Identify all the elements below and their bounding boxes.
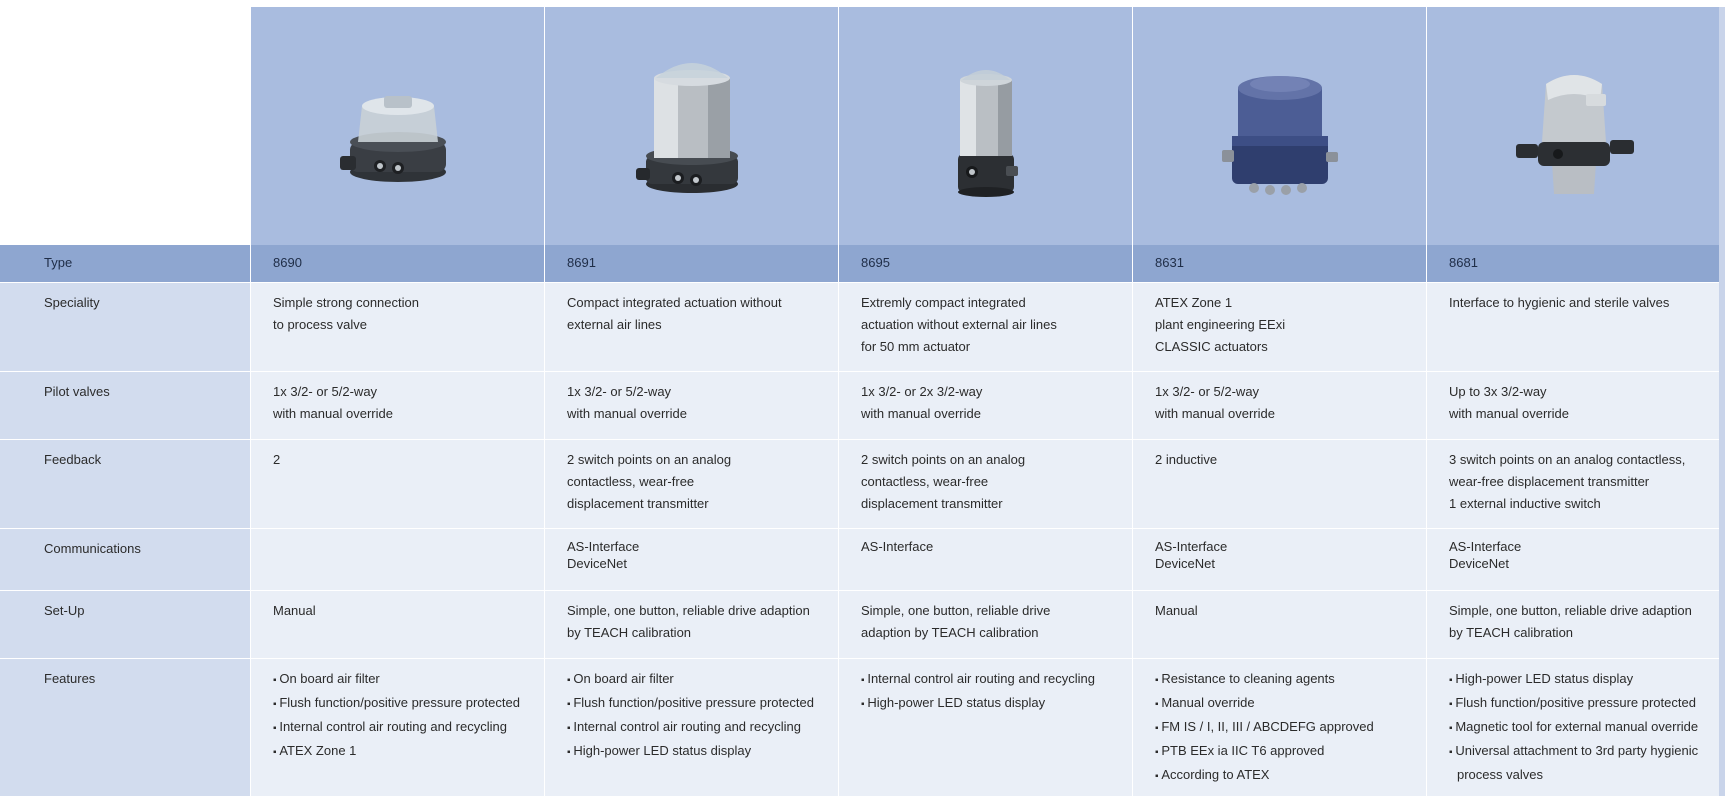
setup-cell xyxy=(1132,590,1426,658)
feature-item: ▪ Internal control air routing and recycling xyxy=(861,668,1122,692)
pilot-valves-cell xyxy=(1426,371,1721,439)
communications-line: DeviceNet xyxy=(1155,556,1215,571)
setup-cell xyxy=(838,590,1132,658)
feature-item: ▪ Flush function/positive pressure protected xyxy=(567,692,828,716)
pilot-valves-line: 1x 3/2- or 5/2-way xyxy=(1155,384,1260,399)
feedback-line: 3 switch points on an analog contactless, xyxy=(1449,452,1686,467)
setup-cell xyxy=(1426,590,1721,658)
feature-item: ▪ Internal control air routing and recycling xyxy=(567,716,828,740)
pilot-valves-cell xyxy=(250,371,544,439)
setup-line: adaption by TEACH calibration xyxy=(861,625,1039,640)
feedback-line: contactless, wear-free xyxy=(861,474,989,489)
pilot-valves-line: with manual override xyxy=(567,406,687,421)
speciality-line: Simple strong connection xyxy=(273,295,419,310)
feature-item: ▪ Manual override xyxy=(1155,692,1416,716)
pilot-valves-cell xyxy=(1132,371,1426,439)
image-row-label-blank xyxy=(0,7,250,245)
feature-item: ▪ FM IS / I, II, III / ABCDEFG approved xyxy=(1155,716,1416,740)
speciality-line: external air lines xyxy=(567,317,662,332)
speciality-cell xyxy=(544,282,838,371)
pilot-valves-line: 1x 3/2- or 5/2-way xyxy=(273,384,378,399)
pilot-valves-cell xyxy=(544,371,838,439)
feedback-cell xyxy=(1426,439,1721,528)
pilot-valves-line: 1x 3/2- or 5/2-way xyxy=(567,384,672,399)
right-edge-strip xyxy=(1719,7,1725,796)
setup-line: by TEACH calibration xyxy=(1449,625,1574,640)
feature-item: ▪ On board air filter xyxy=(567,668,828,692)
speciality-cell xyxy=(250,282,544,371)
setup-line: Simple, one button, reliable drive xyxy=(861,603,1051,618)
feature-item: ▪ PTB EEx ia IIC T6 approved xyxy=(1155,740,1416,764)
top-spacer-cell xyxy=(544,0,838,7)
speciality-line: to process valve xyxy=(273,317,367,332)
features-list xyxy=(861,668,1122,716)
product-type-number: 8690 xyxy=(250,245,544,282)
features-list xyxy=(1449,668,1711,786)
product-image-cell xyxy=(250,7,544,245)
feedback-line: displacement transmitter xyxy=(567,496,709,511)
speciality-line: Interface to hygienic and sterile valves xyxy=(1449,295,1670,310)
pilot-valves-line: with manual override xyxy=(861,406,981,421)
pilot-valves-line: Up to 3x 3/2-way xyxy=(1449,384,1547,399)
top-spacer-label xyxy=(0,0,250,7)
communications-line: AS-Interface xyxy=(567,539,640,554)
feature-item: ▪ On board air filter xyxy=(273,668,534,692)
features-list xyxy=(1155,668,1416,788)
communications-cell xyxy=(1132,528,1426,590)
feature-item: ▪ Flush function/positive pressure protected xyxy=(273,692,534,716)
communications-cell xyxy=(1426,528,1721,590)
cylindrical-steel-control-head-icon xyxy=(612,44,772,209)
product-type-number: 8681 xyxy=(1426,245,1721,282)
feedback-line: displacement transmitter xyxy=(861,496,1003,511)
speciality-line: ATEX Zone 1 xyxy=(1155,295,1233,310)
hygienic-control-head-icon xyxy=(1494,44,1654,209)
speciality-cell xyxy=(838,282,1132,371)
product-type-number: 8631 xyxy=(1132,245,1426,282)
top-spacer-cell xyxy=(250,0,544,7)
row-label-setup: Set-Up xyxy=(0,590,250,658)
feature-item: ▪ High-power LED status display xyxy=(1449,668,1711,692)
row-label-communications: Communications xyxy=(0,528,250,590)
speciality-line: for 50 mm actuator xyxy=(861,339,971,354)
top-spacer-cell xyxy=(1132,0,1426,7)
features-list xyxy=(273,668,534,764)
feedback-line: wear-free displacement transmitter xyxy=(1449,474,1650,489)
row-label-pilot-valves: Pilot valves xyxy=(0,371,250,439)
feature-item: ▪ Internal control air routing and recycling xyxy=(273,716,534,740)
speciality-line: plant engineering EExi xyxy=(1155,317,1286,332)
communications-cell xyxy=(838,528,1132,590)
speciality-line: actuation without external air lines xyxy=(861,317,1057,332)
setup-cell xyxy=(544,590,838,658)
feedback-line: 2 inductive xyxy=(1155,452,1218,467)
feedback-cell xyxy=(1132,439,1426,528)
feature-item: ▪ High-power LED status display xyxy=(861,692,1122,716)
features-cell xyxy=(250,658,544,796)
setup-line: by TEACH calibration xyxy=(567,625,692,640)
feature-item: ▪ Flush function/positive pressure protected xyxy=(1449,692,1711,716)
speciality-line: Extremly compact integrated xyxy=(861,295,1026,310)
slim-steel-control-head-icon xyxy=(906,44,1066,209)
row-label-speciality: Speciality xyxy=(0,282,250,371)
speciality-cell xyxy=(1426,282,1721,371)
communications-line: AS-Interface xyxy=(1155,539,1228,554)
top-spacer-cell xyxy=(838,0,1132,7)
feedback-line: 2 xyxy=(273,452,281,467)
pilot-valves-line: with manual override xyxy=(1155,406,1275,421)
setup-cell xyxy=(250,590,544,658)
feedback-line: 1 external inductive switch xyxy=(1449,496,1601,511)
communications-cell xyxy=(250,528,544,590)
pilot-valves-line: 1x 3/2- or 2x 3/2-way xyxy=(861,384,983,399)
communications-line: DeviceNet xyxy=(1449,556,1509,571)
features-cell xyxy=(1426,658,1721,796)
feature-item: ▪ Magnetic tool for external manual override xyxy=(1449,716,1711,740)
feature-item: ▪ Universal attachment to 3rd party hygienic process valves xyxy=(1449,740,1711,786)
product-image-cell xyxy=(1132,7,1426,245)
communications-cell xyxy=(544,528,838,590)
blue-atex-control-head-icon xyxy=(1200,44,1360,209)
setup-line: Manual xyxy=(273,603,316,618)
row-label-features: Features xyxy=(0,658,250,796)
setup-line: Simple, one button, reliable drive adaption xyxy=(1449,603,1692,618)
pilot-valves-cell xyxy=(838,371,1132,439)
top-spacer-cell xyxy=(1426,0,1721,7)
communications-line: DeviceNet xyxy=(567,556,627,571)
feature-item: ▪ High-power LED status display xyxy=(567,740,828,764)
feedback-cell xyxy=(838,439,1132,528)
speciality-cell xyxy=(1132,282,1426,371)
product-image-cell xyxy=(544,7,838,245)
features-cell xyxy=(1132,658,1426,796)
communications-line: AS-Interface xyxy=(1449,539,1522,554)
feature-item: ▪ ATEX Zone 1 xyxy=(273,740,534,764)
feature-item: ▪ Resistance to cleaning agents xyxy=(1155,668,1416,692)
features-list xyxy=(567,668,828,764)
product-type-number: 8695 xyxy=(838,245,1132,282)
product-image-cell xyxy=(1426,7,1721,245)
product-type-number: 8691 xyxy=(544,245,838,282)
feature-item: ▪ According to ATEX xyxy=(1155,764,1416,788)
feedback-line: contactless, wear-free xyxy=(567,474,695,489)
speciality-line: Compact integrated actuation without xyxy=(567,295,782,310)
feedback-line: 2 switch points on an analog xyxy=(861,452,1026,467)
features-cell xyxy=(838,658,1132,796)
row-label-feedback: Feedback xyxy=(0,439,250,528)
setup-line: Manual xyxy=(1155,603,1198,618)
compact-positioner-transparent-cap-icon xyxy=(318,44,478,209)
setup-line: Simple, one button, reliable drive adaption xyxy=(567,603,810,618)
feedback-cell xyxy=(544,439,838,528)
communications-line: AS-Interface xyxy=(861,539,934,554)
feedback-line: 2 switch points on an analog xyxy=(567,452,732,467)
feedback-cell xyxy=(250,439,544,528)
features-cell xyxy=(544,658,838,796)
pilot-valves-line: with manual override xyxy=(1449,406,1569,421)
row-label-type: Type xyxy=(0,245,250,282)
product-image-cell xyxy=(838,7,1132,245)
pilot-valves-line: with manual override xyxy=(273,406,393,421)
speciality-line: CLASSIC actuators xyxy=(1155,339,1268,354)
